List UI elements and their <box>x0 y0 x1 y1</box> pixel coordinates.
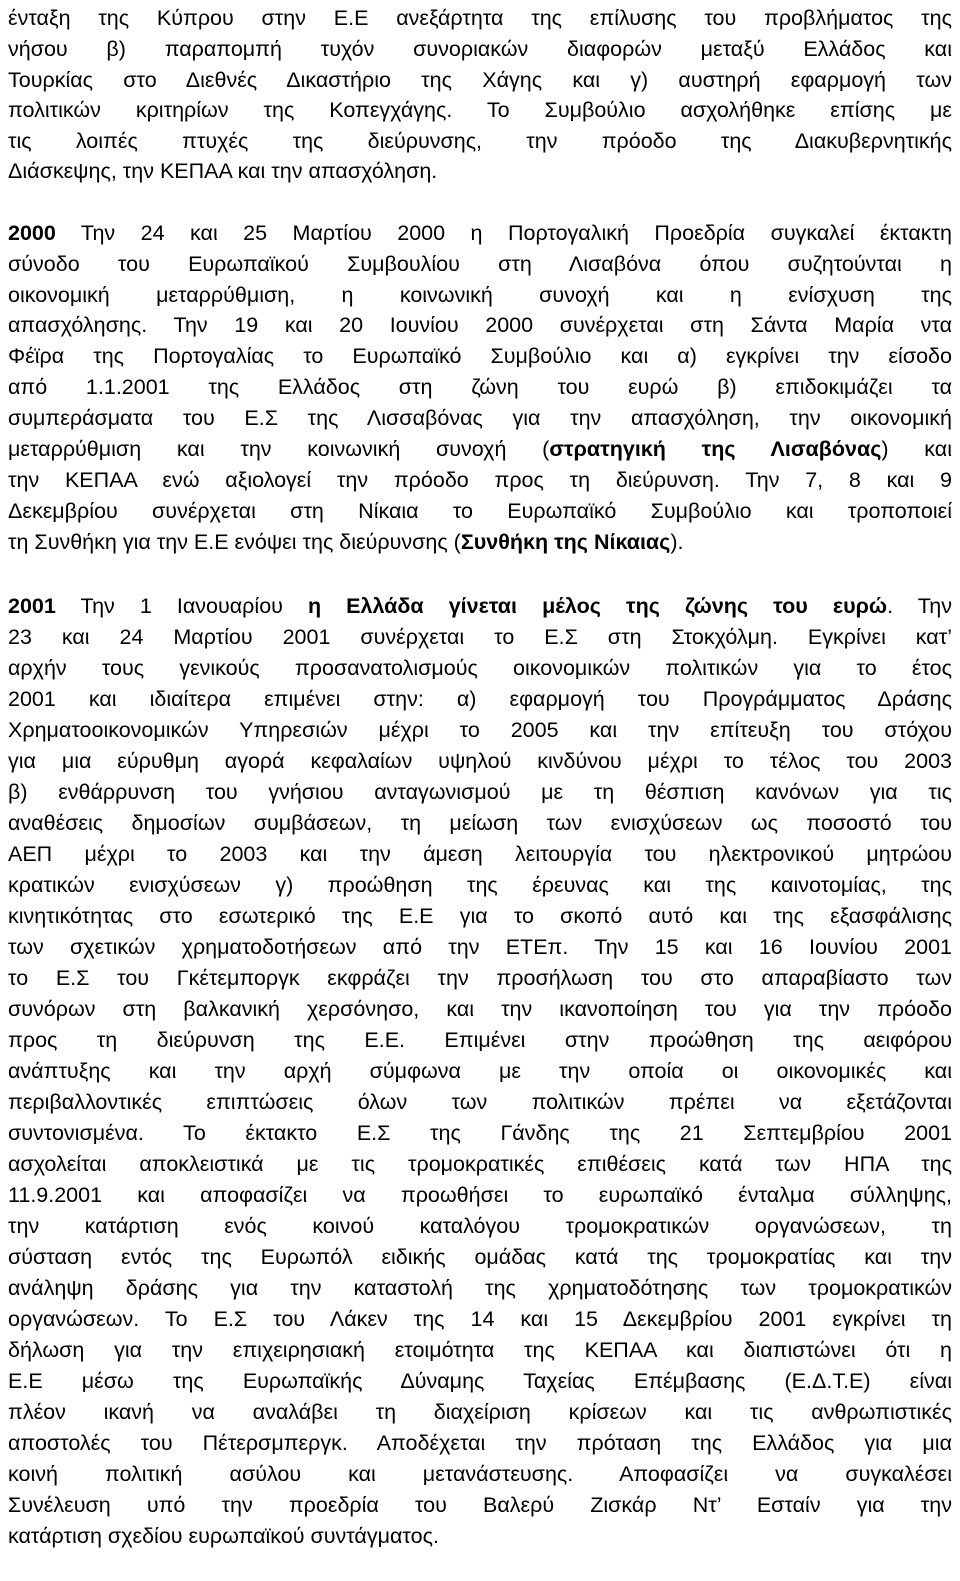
text-segment: τη Συνθήκη για την Ε.Ε ενόψει της διεύρυνσης ( <box>8 530 461 554</box>
text-segment: ΑΕΠ μέχρι το 2003 και την άμεση λειτουργία του ηλεκτρονικού μητρώου <box>8 842 952 866</box>
text-line <box>8 621 952 653</box>
text-segment: 2001 και ιδιαίτερα επιμένει στην: α) εφαρμογή του Προγράμματος Δράσης <box>8 687 952 711</box>
text-segment: μεταρρύθμιση και την κοινωνική συνοχή ( <box>8 437 550 461</box>
text-line <box>8 217 952 249</box>
year-label: 2001 <box>8 594 56 618</box>
text-line <box>8 900 952 932</box>
text-segment: συμπεράσματα του Ε.Σ της Λισσαβόνας για την απασχόληση, την οικονομική <box>8 406 952 430</box>
text-segment: οργανώσεων. Το Ε.Σ του Λάκεν της 14 και 15 Δεκεμβρίου 2001 εγκρίνει τη <box>8 1307 952 1331</box>
text-line <box>8 745 952 777</box>
text-segment: ). <box>670 530 684 554</box>
text-line <box>8 1489 952 1521</box>
text-segment: κοινή πολιτική ασύλου και μετανάστευσης. Αποφασίζει να συγκαλέσει <box>8 1462 952 1486</box>
text-line <box>8 433 952 465</box>
text-line <box>8 1272 952 1304</box>
text-segment: ένταξη της Κύπρου στην Ε.Ε ανεξάρτητα της επίλυσης του προβλήματος της <box>8 6 952 30</box>
bold-term: στρατηγική της Λισαβόνας <box>549 437 882 461</box>
text-line <box>8 279 952 311</box>
text-line <box>8 155 952 187</box>
text-segment: 23 και 24 Μαρτίου 2001 συνέρχεται το Ε.Σ στη Στοκχόλμη. Εγκρίνει κατ’ <box>8 625 952 649</box>
text-line <box>8 125 952 157</box>
text-segment: από 1.1.2001 της Ελλάδος στη ζώνη του ευρώ β) επιδοκιμάζει τα <box>8 375 952 399</box>
text-segment: για μια εύρυθμη αγορά κεφαλαίων υψηλού κινδύνου μέχρι το τέλος του 2003 <box>8 749 952 773</box>
text-segment: Την 1 Ιανουαρίου <box>55 594 308 618</box>
text-line <box>8 838 952 870</box>
text-segment: κατάρτιση σχεδίου ευρωπαϊκού συντάγματος. <box>8 1524 439 1548</box>
text-segment: συντονισμένα. Το έκτακτο Ε.Σ της Γάνδης της 21 Σεπτεμβρίου 2001 <box>8 1121 952 1145</box>
text-line <box>8 652 952 684</box>
text-line <box>8 33 952 65</box>
text-line <box>8 869 952 901</box>
text-segment: Χρηματοοικονομικών Υπηρεσιών μέχρι το 2005 και την επίτευξη του στόχου <box>8 718 952 742</box>
text-segment: Τουρκίας στο Διεθνές Δικαστήριο της Χάγης και γ) αυστηρή εφαρμογή των <box>8 68 952 92</box>
text-segment: πλέον ικανή να αναλάβει τη διαχείριση κρίσεων και τις ανθρωπιστικές <box>8 1400 952 1424</box>
text-segment: προς τη διεύρυνση της Ε.Ε. Επιμένει στην προώθηση της αειφόρου <box>8 1028 952 1052</box>
text-segment: Δεκεμβρίου συνέρχεται στη Νίκαια το Ευρωπαϊκό Συμβούλιο και τροποποιεί <box>8 499 952 523</box>
text-segment: συνόρων στη βαλκανική χερσόνησο, και την ικανοποίηση του για την πρόοδο <box>8 997 952 1021</box>
text-segment: απασχόλησης. Την 19 και 20 Ιουνίου 2000 συνέρχεται στη Σάντα Μαρία ντα <box>8 313 952 337</box>
text-segment: τις λοιπές πτυχές της διεύρυνσης, την πρόοδο της Διακυβερνητικής <box>8 129 952 153</box>
text-line <box>8 1303 952 1335</box>
text-line <box>8 371 952 403</box>
text-line <box>8 776 952 808</box>
text-line <box>8 1334 952 1366</box>
text-line <box>8 962 952 994</box>
text-line <box>8 590 952 622</box>
text-segment: . Την <box>887 594 952 618</box>
text-line <box>8 94 952 126</box>
text-line <box>8 1055 952 1087</box>
text-segment: το Ε.Σ του Γκέτεμποργκ εκφράζει την προσήλωση του στο απαραβίαστο των <box>8 966 952 990</box>
bold-term: Συνθήκη της Νίκαιας <box>460 530 671 554</box>
text-segment: ασχολείται αποκλειστικά με τις τρομοκρατικές επιθέσεις κατά των ΗΠΑ της <box>8 1152 952 1176</box>
text-segment: Συνέλευση υπό την προεδρία του Βαλερύ Ζισκάρ Ντ’ Εσταίν για την <box>8 1493 952 1517</box>
text-segment: των σχετικών χρηματοδοτήσεων από την ΕΤΕπ. Την 15 και 16 Ιουνίου 2001 <box>8 935 952 959</box>
text-line <box>8 526 952 558</box>
text-line <box>8 714 952 746</box>
text-line <box>8 309 952 341</box>
text-line <box>8 2 952 34</box>
text-line <box>8 1148 952 1180</box>
text-line <box>8 340 952 372</box>
text-line <box>8 1458 952 1490</box>
text-line <box>8 807 952 839</box>
text-segment: πολιτικών κριτηρίων της Κοπεγχάγης. Το Συμβούλιο ασχολήθηκε επίσης με <box>8 98 952 122</box>
text-segment: Διάσκεψης, την ΚΕΠΑΑ και την απασχόληση. <box>8 159 438 183</box>
text-segment: δήλωση για την επιχειρησιακή ετοιμότητα της ΚΕΠΑΑ και διαπιστώνει ότι η <box>8 1338 952 1362</box>
text-line <box>8 1210 952 1242</box>
text-line <box>8 402 952 434</box>
text-line <box>8 931 952 963</box>
text-line <box>8 1086 952 1118</box>
text-segment: Φέϊρα της Πορτογαλίας το Ευρωπαϊκό Συμβούλιο και α) εγκρίνει την είσοδο <box>8 344 952 368</box>
text-line <box>8 495 952 527</box>
text-segment: ) και <box>881 437 952 461</box>
text-segment: Την 24 και 25 Μαρτίου 2000 η Πορτογαλική Προεδρία συγκαλεί έκτακτη <box>55 221 952 245</box>
text-segment: 11.9.2001 και αποφασίζει να προωθήσει το ευρωπαϊκό ένταλμα σύλληψης, <box>8 1183 952 1207</box>
text-line <box>8 1396 952 1428</box>
text-line <box>8 1024 952 1056</box>
text-segment: την ΚΕΠΑΑ ενώ αξιολογεί την πρόοδο προς τη διεύρυνση. Την 7, 8 και 9 <box>8 468 952 492</box>
text-line <box>8 993 952 1025</box>
text-segment: σύσταση εντός της Ευρωπόλ ειδικής ομάδας κατά της τρομοκρατίας και την <box>8 1245 952 1269</box>
text-line <box>8 248 952 280</box>
text-line <box>8 1179 952 1211</box>
text-segment: αναθέσεις δημοσίων συμβάσεων, τη μείωση των ενισχύσεων ως ποσοστό του <box>8 811 952 835</box>
text-segment: οικονομική μεταρρύθμιση, η κοινωνική συνοχή και η ενίσχυση της <box>8 283 952 307</box>
text-line <box>8 464 952 496</box>
text-segment: περιβαλλοντικές επιπτώσεις όλων των πολιτικών πρέπει να εξετάζονται <box>8 1090 952 1114</box>
text-segment: αποστολές του Πέτερσμπεργκ. Αποδέχεται την πρόταση της Ελλάδος για μια <box>8 1431 952 1455</box>
text-line <box>8 1427 952 1459</box>
bold-term: η Ελλάδα γίνεται μέλος της ζώνης του ευρώ <box>307 594 888 618</box>
text-segment: την κατάρτιση ενός κοινού καταλόγου τρομοκρατικών οργανώσεων, τη <box>8 1214 952 1238</box>
year-label: 2000 <box>8 221 56 245</box>
text-segment: ανάπτυξης και την αρχή σύμφωνα με την οποία οι οικονομικές και <box>8 1059 952 1083</box>
text-line <box>8 1365 952 1397</box>
text-segment: αρχήν τους γενικούς προσανατολισμούς οικονομικών πολιτικών για το έτος <box>8 656 952 680</box>
text-segment: Ε.Ε μέσω της Ευρωπαϊκής Δύναμης Ταχείας Επέμβασης (Ε.Δ.Τ.Ε) είναι <box>8 1369 952 1393</box>
text-segment: ανάληψη δράσης για την καταστολή της χρηματοδότησης των τρομοκρατικών <box>8 1276 952 1300</box>
text-line <box>8 1117 952 1149</box>
text-line <box>8 1241 952 1273</box>
text-line <box>8 1520 952 1552</box>
text-segment: νήσου β) παραπομπή τυχόν συνοριακών διαφορών μεταξύ Ελλάδος και <box>8 37 952 61</box>
text-segment: κρατικών ενισχύσεων γ) προώθηση της έρευνας και της καινοτομίας, της <box>8 873 952 897</box>
text-segment: σύνοδο του Ευρωπαϊκού Συμβουλίου στη Λισαβόνα όπου συζητούνται η <box>8 252 952 276</box>
text-line <box>8 64 952 96</box>
text-segment: β) ενθάρρυνση του γνήσιου ανταγωνισμού με τη θέσπιση κανόνων για τις <box>8 780 952 804</box>
text-line <box>8 683 952 715</box>
text-segment: κινητικότητας στο εσωτερικό της Ε.Ε για το σκοπό αυτό και της εξασφάλισης <box>8 904 952 928</box>
